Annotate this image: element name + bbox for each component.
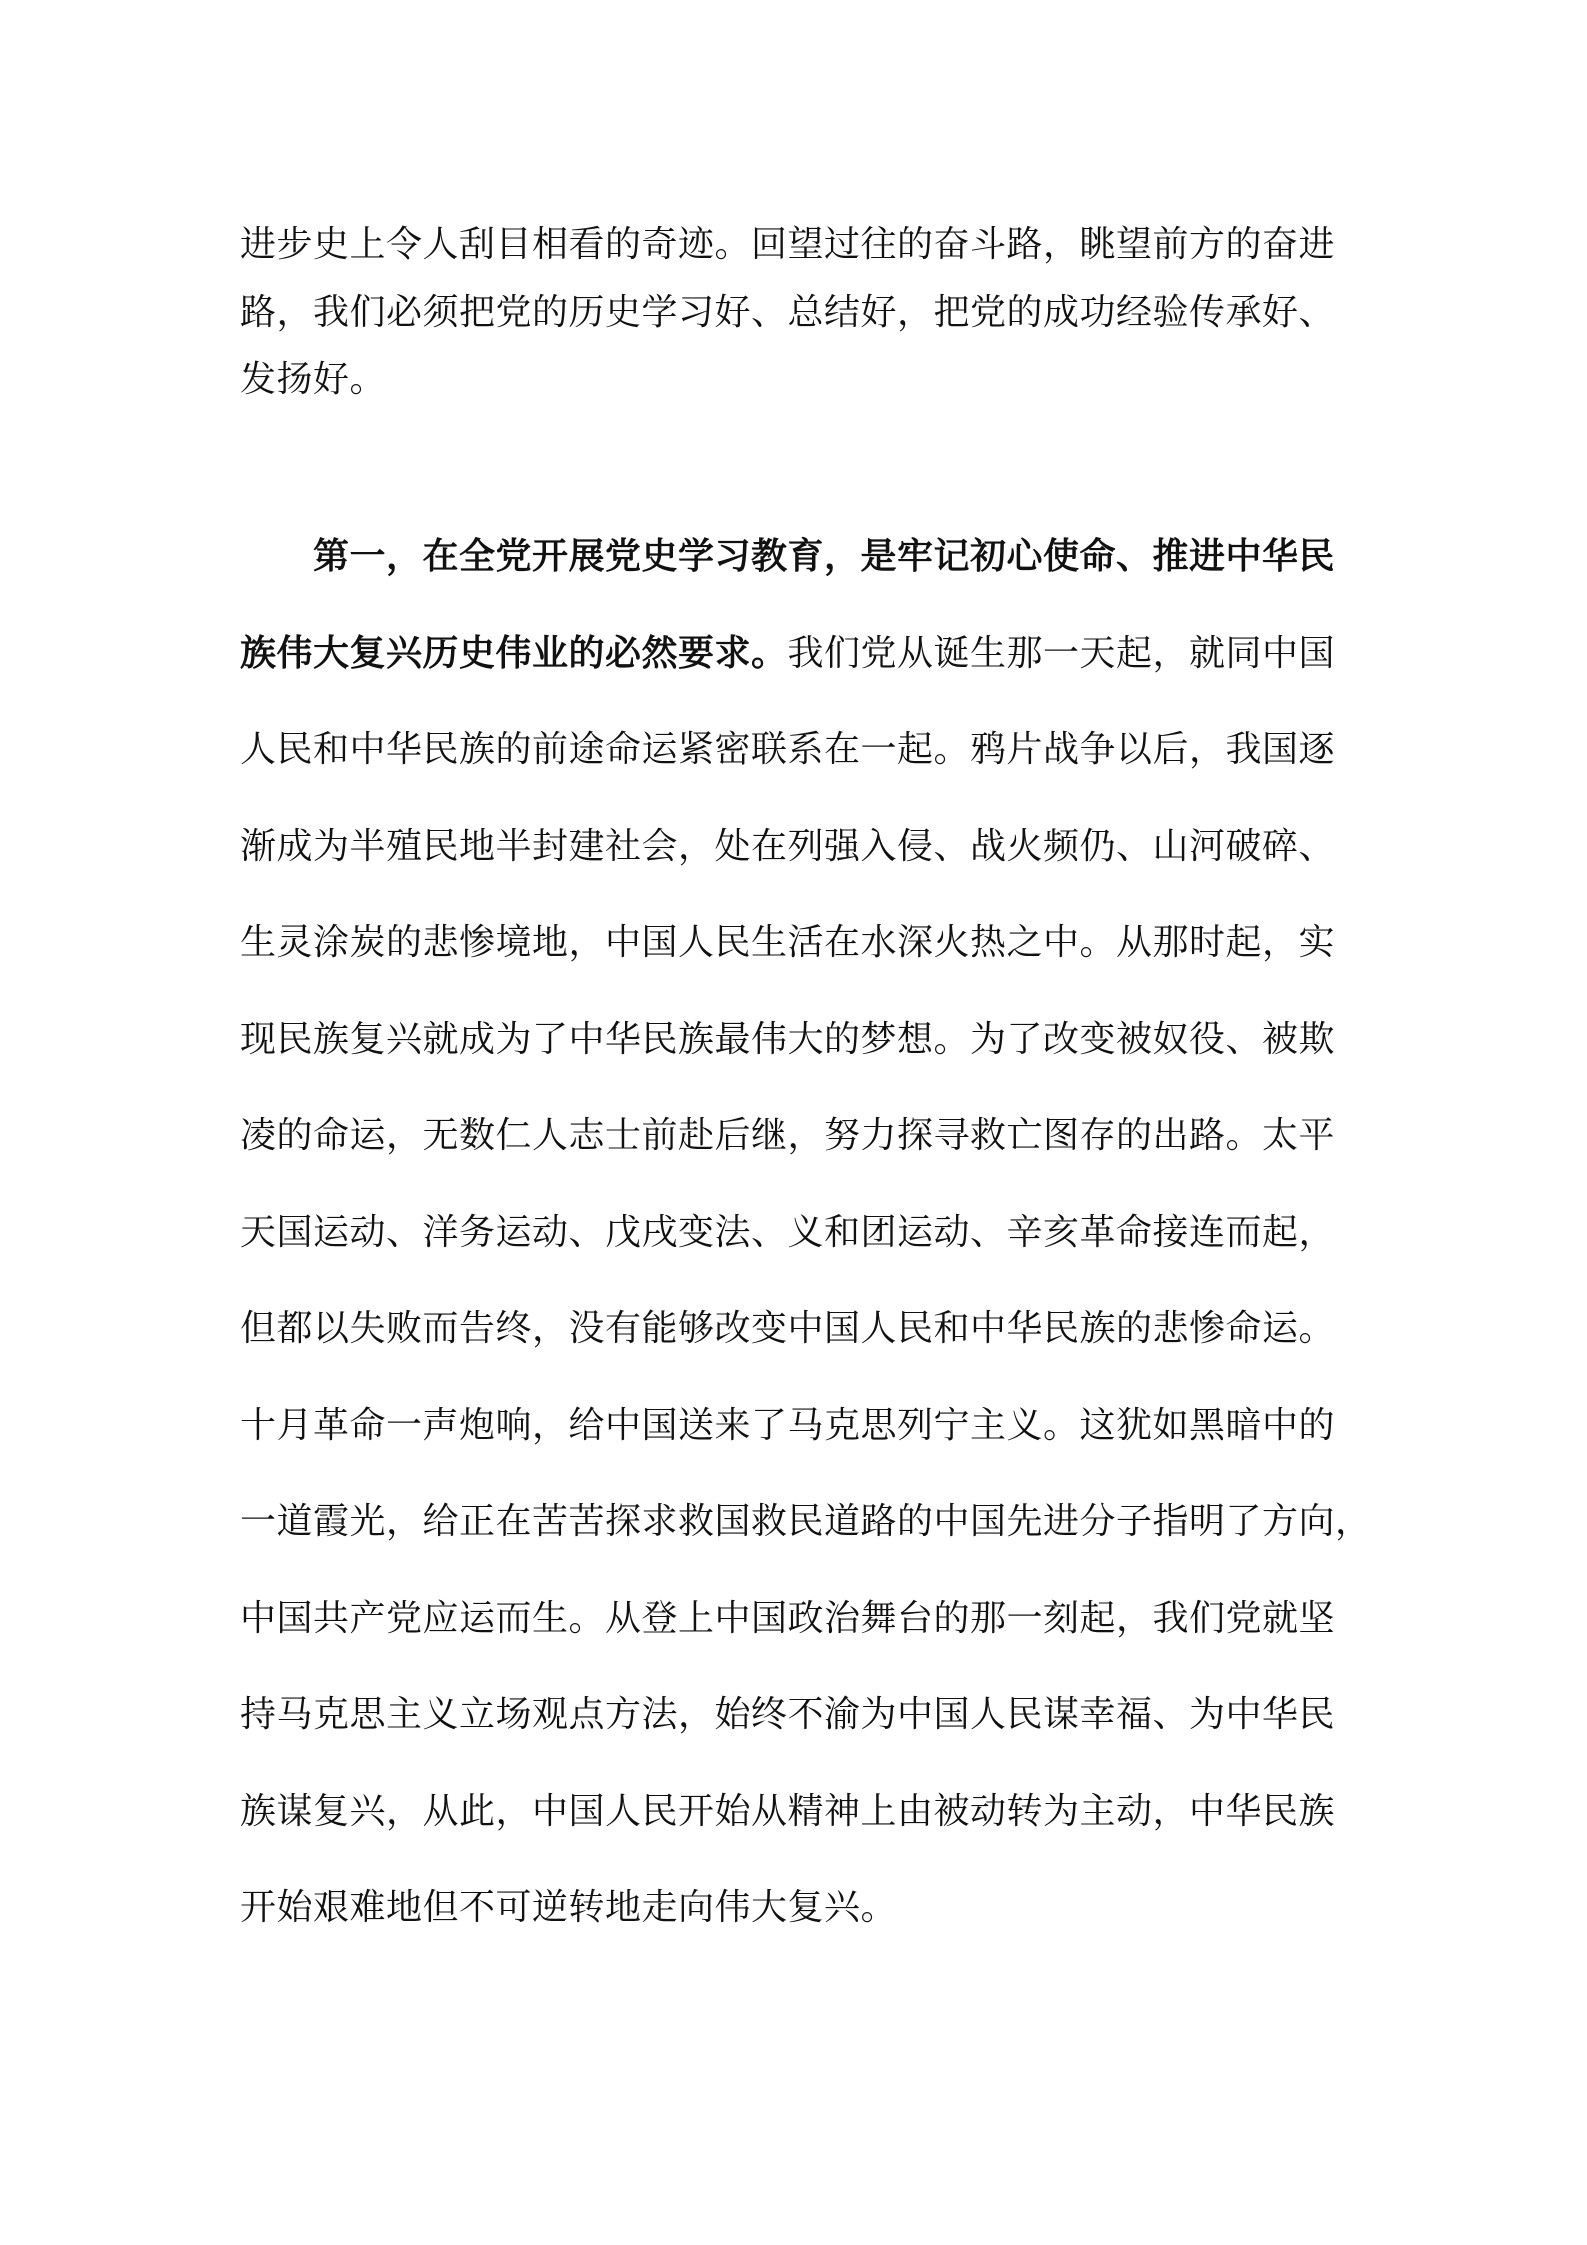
text-run: 现民族复兴就成为了中华民族最伟大的梦想。为了改变被奴役、被欺 (240, 1019, 1336, 1060)
text-run: 进步史上令人刮目相看的奇迹。回望过往的奋斗路，眺望前方的奋进 (240, 224, 1336, 265)
text-line (240, 1878, 1360, 1938)
bold-run: 族伟大复兴历史伟业的必然要求。 (240, 633, 788, 674)
text-run: 但都以失败而告终，没有能够改变中国人民和中华民族的悲惨命运。 (240, 1308, 1336, 1349)
text-line (240, 1010, 1360, 1070)
text-line (240, 1396, 1360, 1456)
text-line (240, 1589, 1360, 1649)
text-run: 人民和中华民族的前途命运紧密联系在一起。鸦片战争以后，我国逐 (240, 729, 1336, 770)
text-line (240, 1782, 1360, 1842)
text-line (240, 1203, 1360, 1263)
text-line (240, 1685, 1360, 1745)
text-line (240, 1492, 1372, 1552)
text-line (240, 817, 1360, 877)
text-line (240, 624, 1360, 684)
text-run: 持马克思主义立场观点方法，始终不渝为中国人民谋幸福、为中华民 (240, 1694, 1336, 1735)
text-run: 开始艰难地但不可逆转地走向伟大复兴。 (240, 1887, 898, 1928)
text-run: 族谋复兴，从此，中国人民开始从精神上由被动转为主动，中华民族 (240, 1791, 1336, 1832)
text-run: 天国运动、洋务运动、戊戌变法、义和团运动、辛亥革命接连而起， (240, 1212, 1336, 1253)
text-run: 我们党从诞生那一天起，就同中国 (787, 633, 1336, 674)
text-line (240, 1106, 1360, 1166)
text-line (240, 1299, 1360, 1359)
text-run: 路，我们必须把党的历史学习好、总结好，把党的成功经验传承好、 (240, 292, 1336, 333)
text-line (240, 215, 1360, 275)
text-line (240, 350, 1360, 410)
bold-run: 第一，在全党开展党史学习教育，是牢记初心使命、推进中华民 (313, 536, 1336, 577)
text-line (240, 913, 1360, 973)
text-run: 中国共产党应运而生。从登上中国政治舞台的那一刻起，我们党就坚 (240, 1598, 1336, 1639)
text-line (240, 283, 1360, 343)
text-run: 十月革命一声炮响，给中国送来了马克思列宁主义。这犹如黑暗中的 (240, 1405, 1336, 1446)
paragraph-first-line (313, 527, 1360, 587)
text-run: 凌的命运，无数仁人志士前赴后继，努力探寻救亡图存的出路。太平 (240, 1115, 1336, 1156)
text-run: 发扬好。 (240, 359, 387, 400)
text-run: 一道霞光，给正在苦苦探求救国救民道路的中国先进分子指明了方向， (240, 1501, 1372, 1542)
text-run: 生灵涂炭的悲惨境地，中国人民生活在水深火热之中。从那时起，实 (240, 922, 1336, 963)
text-run: 渐成为半殖民地半封建社会，处在列强入侵、战火频仍、山河破碎、 (240, 826, 1336, 867)
text-line (240, 720, 1360, 780)
